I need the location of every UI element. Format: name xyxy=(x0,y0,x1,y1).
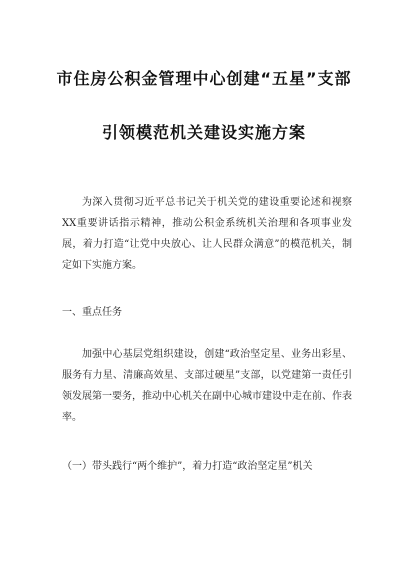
document-title-line-2: 引领模范机关建设实施方案 xyxy=(101,123,306,142)
intro-paragraph: 为深入贯彻习近平总书记关于机关党的建设重要论述和视察XX重要讲话指示精神，推动公积金系统机关治理和各项事业发展，着力打造“让党中央放心、让人民群众满意”的模范机关，制定如下实施方案。 xyxy=(62,197,352,271)
section-heading-key-tasks: 一、重点任务 xyxy=(62,307,122,318)
subsection-heading-1: （一）带头践行“两个维护”，着力打造“政治坚定星”机关 xyxy=(62,461,313,472)
document-title-line-1: 市住房公积金管理中心创建“五星”支部 xyxy=(56,69,352,88)
key-tasks-paragraph: 加强中心基层党组织建设，创建“政治坚定星、业务出彩星、服务有力星、清廉高效星、支部过硬星”支部，以党建第一责任引领发展第一要务，推动中心机关在副中心城市建设中走在前、作表率。 xyxy=(62,349,352,423)
